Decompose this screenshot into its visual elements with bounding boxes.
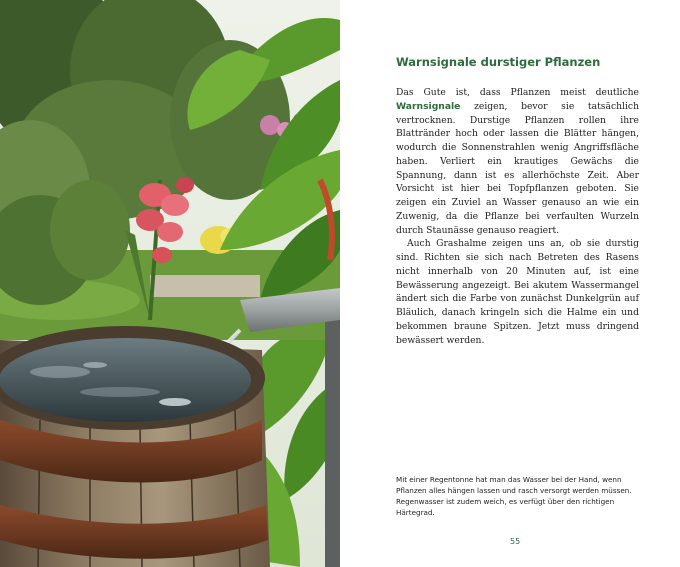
page-number: 55 (510, 537, 521, 546)
keyword-highlight: Warnsignale (396, 100, 461, 112)
body-text (396, 86, 639, 347)
text-page (340, 0, 680, 567)
paragraph-1-start: Das Gute ist, dass Pflanzen meist deutliche (396, 87, 639, 98)
paragraph-2: Auch Grashalme zeigen uns an, ob sie durstig sind. Richten sie sich nach Betreten des Rasens nicht innerhalb von 20 Minuten auf, ist eine Bewässerung angezeigt. Bei akutem Wassermangel ändert sich die Farbe von zunächst Dunkelgrün auf Bläulich, danach kringeln sich die Halme ein und bekommen braune Spitzen. Jetzt muss dringend bewässert werden. (396, 238, 639, 346)
section-heading: Warnsignale durstiger Pflanzen (396, 55, 601, 69)
photo-caption: Mit einer Regentonne hat man das Wasser bei der Hand, wenn Pflanzen alles hängen lassen und rasch versorgt werden müssen. Regenwasser ist zudem weich, es verfügt über den richtigen Härtegrad. (396, 475, 632, 517)
paragraph-1-rest: zeigen, bevor sie tatsächlich vertrocknen. Durstige Pflanzen rollen ihre Blattränder hoch oder lassen die Blätter hängen, wodurch die Sonnenstrahlen wenig Angriffsfläche haben. Verliert ein krautiges Gewächs die Spannung, dann ist es allerhöchste Zeit. Aber Vorsicht ist hier bei Topfpflanzen geboten. Sie zeigen ein Zuviel an Wasser genauso an wie ein Zuwenig, da die Pflanze bei verfaulten Wurzeln durch Staunässe genauso reagiert. (396, 100, 639, 236)
paragraph-1 (396, 86, 639, 237)
